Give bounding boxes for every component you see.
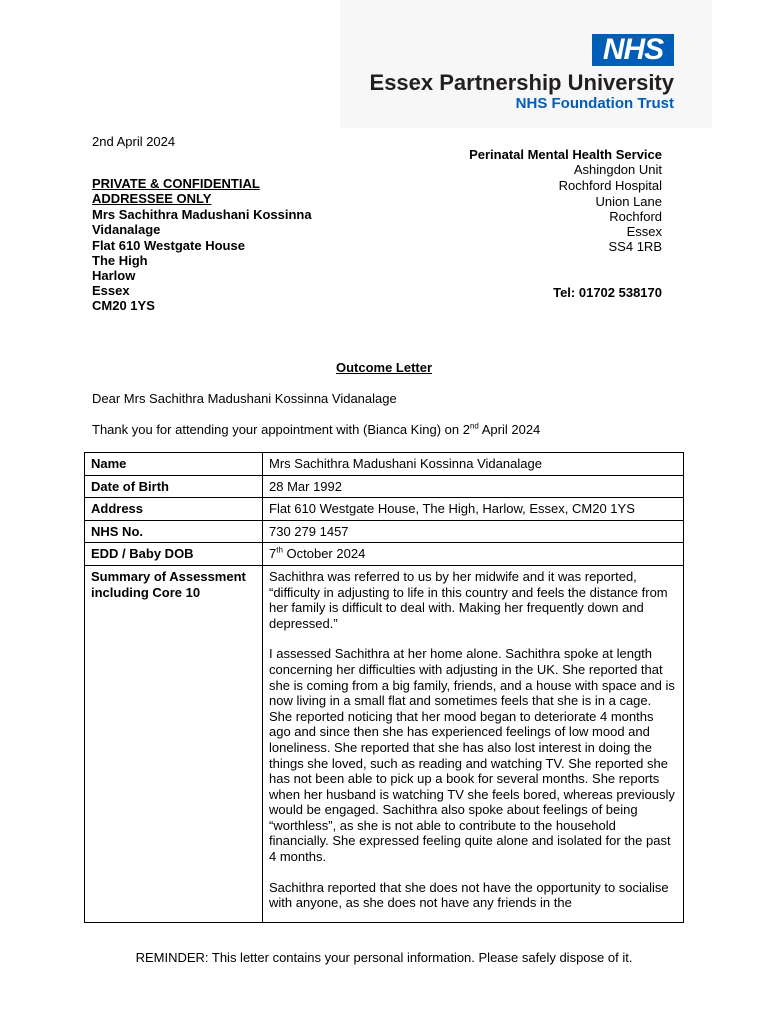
name-label: Name <box>85 453 263 476</box>
table-row <box>85 565 684 922</box>
thanks-text: Thank you for attending your appointment with (Bianca King) on 2 <box>92 422 470 437</box>
service-name: Perinatal Mental Health Service <box>469 147 662 162</box>
service-address-line: Essex <box>626 224 662 239</box>
summary-label: Summary of Assessment including Core 10 <box>85 565 263 922</box>
confidential-notice: PRIVATE & CONFIDENTIAL <box>92 176 260 191</box>
name-value: Mrs Sachithra Madushani Kossinna Vidanalage <box>263 453 684 476</box>
service-address-line: Rochford <box>609 209 662 224</box>
table-row <box>85 475 684 498</box>
service-address-line: Union Lane <box>595 194 662 209</box>
appointment-thanks <box>92 422 540 437</box>
dob-label: Date of Birth <box>85 475 263 498</box>
letter-date: 2nd April 2024 <box>92 134 176 149</box>
summary-text <box>269 569 677 919</box>
address-label: Address <box>85 498 263 521</box>
recipient-line: Essex <box>92 283 130 298</box>
recipient-line: CM20 1YS <box>92 298 155 313</box>
recipient-line: Harlow <box>92 268 136 283</box>
thanks-ordinal: nd <box>469 421 479 431</box>
table-row <box>85 520 684 543</box>
service-address-line: Ashingdon Unit <box>573 162 662 177</box>
addressee-only-notice: ADDRESSEE ONLY <box>92 191 212 206</box>
edd-month-year: October 2024 <box>282 546 366 562</box>
edd-value <box>263 543 684 566</box>
recipient-line: The High <box>92 253 148 268</box>
thanks-text-end: April 2024 <box>478 422 541 437</box>
recipient-line: Mrs Sachithra Madushani Kossinna <box>92 207 312 222</box>
edd-ordinal: th <box>276 546 283 556</box>
nhs-number-label: NHS No. <box>85 520 263 543</box>
nhs-number-value: 730 279 1457 <box>263 520 684 543</box>
organisation-name: Essex Partnership University <box>369 70 674 95</box>
summary-paragraph: Sachithra reported that she does not have the opportunity to socialise with anyone, as she does not have any friends in the <box>269 879 669 911</box>
edd-day: 7 <box>269 546 277 562</box>
summary-value <box>263 565 684 922</box>
letterhead-logo <box>340 0 712 128</box>
organisation-subtitle: NHS Foundation Trust <box>515 95 674 112</box>
summary-paragraph: Sachithra was referred to us by her midwife and it was reported, “difficulty in adjusting to life in this country and feels the distance from her family is difficult to deal with. Making her frequently down and depressed.” <box>269 568 668 631</box>
table-row <box>85 453 684 476</box>
letter-subject: Outcome Letter <box>335 360 433 375</box>
salutation: Dear Mrs Sachithra Madushani Kossinna Vidanalage <box>92 391 397 406</box>
service-telephone: Tel: 01702 538170 <box>553 285 662 300</box>
summary-paragraph: I assessed Sachithra at her home alone. Sachithra spoke at length concerning her difficulties with adjusting in the UK. She reported that she is coming from a big family, friends, and a house with space and is now living in a small flat and sometimes feels that she is in a cage. She reported noticing that her mood began to deteriorate 4 months ago and since then she has experienced feelings of low mood and loneliness. She reported that she has also lost interest in doing the things she loved, such as reading and watching TV. She reported she has not been able to pick up a book for several months. She reports when her husband is watching TV she feels bored, whereas previously would be engaged. Sachithra also spoke about feelings of being “worthless”, as she is not able to contribute to the household financially. She expressed feeling quite alone and isolated for the past 4 months. <box>269 646 675 865</box>
service-address-line: Rochford Hospital <box>558 178 662 193</box>
recipient-line: Flat 610 Westgate House <box>92 238 245 253</box>
table-row <box>85 543 684 566</box>
dob-value: 28 Mar 1992 <box>263 475 684 498</box>
patient-details-table <box>84 452 684 923</box>
table-row <box>85 498 684 521</box>
edd-label: EDD / Baby DOB <box>85 543 263 566</box>
service-address-line: SS4 1RB <box>608 239 662 254</box>
privacy-reminder: REMINDER: This letter contains your personal information. Please safely dispose of it. <box>135 950 633 965</box>
address-value: Flat 610 Westgate House, The High, Harlow, Essex, CM20 1YS <box>263 498 684 521</box>
recipient-line: Vidanalage <box>92 222 161 237</box>
nhs-logo: NHS <box>592 34 674 66</box>
